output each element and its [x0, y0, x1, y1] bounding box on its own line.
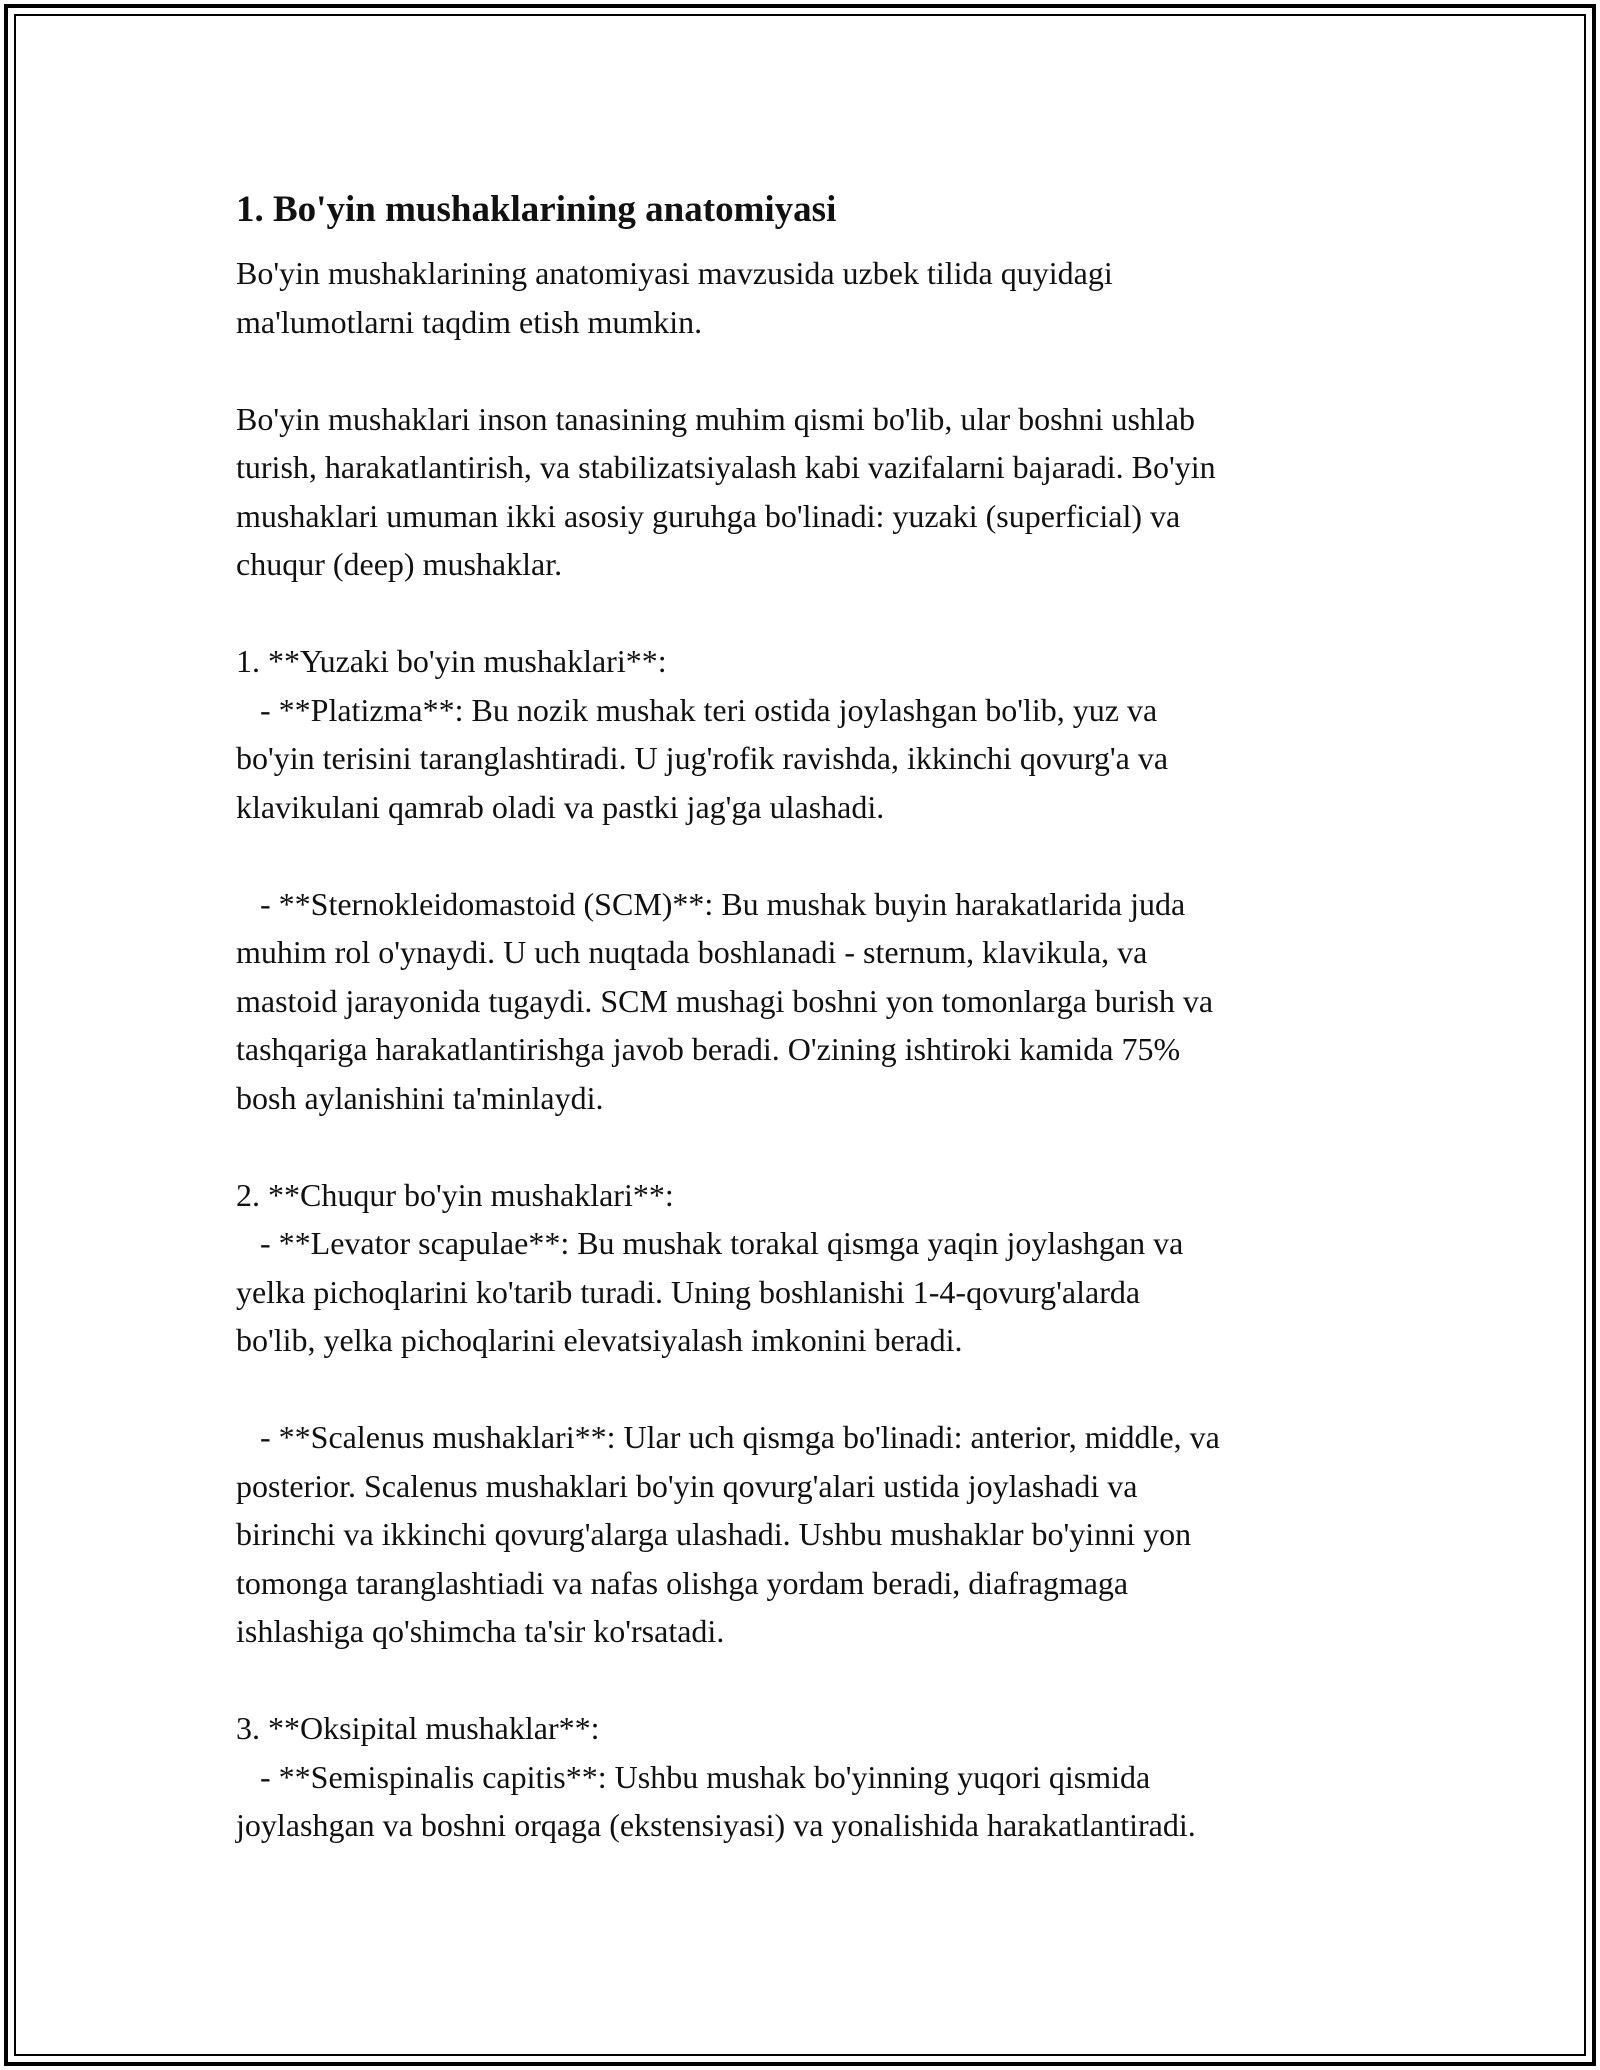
paragraph-spacer — [236, 1365, 1386, 1414]
paragraph-spacer — [236, 346, 1386, 395]
paragraph-spacer — [236, 1122, 1386, 1171]
document-title: 1. Bo'yin mushaklarining anatomiyasi — [236, 189, 837, 230]
scm-muscle-paragraph: - **Sternokleidomastoid (SCM)**: Bu mushak buyin harakatlarida juda muhim rol o'ynaydi. U uch nuqtada boshlanadi - sternum, klavikula, va mastoid jarayonida tugaydi. SCM mushagi boshni yon tomonlarga burish va tashqariga harakatlantirishga javob beradi. O'zining ishtiroki kamida 75% bosh aylanishini ta'minlaydi. — [236, 885, 1214, 1116]
superficial-muscles-section: 1. **Yuzaki bo'yin mushaklari**: - **Platizma**: Bu nozik mushak teri ostida joylashgan bo'lib, yuz va bo'yin terisini taranglashtiradi. U jug'rofik ravishda, ikkinchi qovurg'a va klavikulani qamrab oladi va pastki jag'ga ulashadi. — [236, 643, 1169, 825]
overview-paragraph: Bo'yin mushaklari inson tanasining muhim qismi bo'lib, ular boshni ushlab turish, harakatlantirish, va stabilizatsiyalash kabi vazifalarni bajaradi. Bo'yin mushaklari umuman ikki asosiy guruhga bo'linadi: yuzaki (superficial) va chuqur (deep) mushaklar. — [236, 400, 1216, 582]
document-body — [236, 185, 1386, 1850]
deep-muscles-section: 2. **Chuqur bo'yin mushaklari**: - **Levator scapulae**: Bu mushak torakal qismga yaqin joylashgan va yelka pichoqlarini ko'tarib turadi. Uning boshlanishi 1-4-qovurg'alarda bo'lib, yelka pichoqlarini elevatsiyalash imkonini beradi. — [236, 1176, 1184, 1358]
paragraph-spacer — [236, 831, 1386, 880]
intro-paragraph: Bo'yin mushaklarining anatomiyasi mavzusida uzbek tilida quyidagi ma'lumotlarni taqdim etish mumkin. — [236, 255, 1113, 340]
occipital-muscles-section: 3. **Oksipital mushaklar**: - **Semispinalis capitis**: Ushbu mushak bo'yinning yuqori qismida joylashgan va boshni orqaga (ekstensiyasi) va yonalishida harakatlantiradi. — [236, 1710, 1196, 1843]
scalenus-muscle-paragraph: - **Scalenus mushaklari**: Ular uch qismga bo'linadi: anterior, middle, va posterior. Scalenus mushaklari bo'yin qovurg'alari ustida joylashadi va birinchi va ikkinchi qovurg'alarga ulashadi. Ushbu mushaklar bo'yinni yon tomonga taranglashtiadi va nafas olishga yordam beradi, diafragmaga ishlashiga qo'shimcha ta'sir ko'rsatadi. — [236, 1419, 1220, 1649]
paragraph-spacer — [236, 589, 1386, 638]
paragraph-spacer — [236, 1656, 1386, 1705]
